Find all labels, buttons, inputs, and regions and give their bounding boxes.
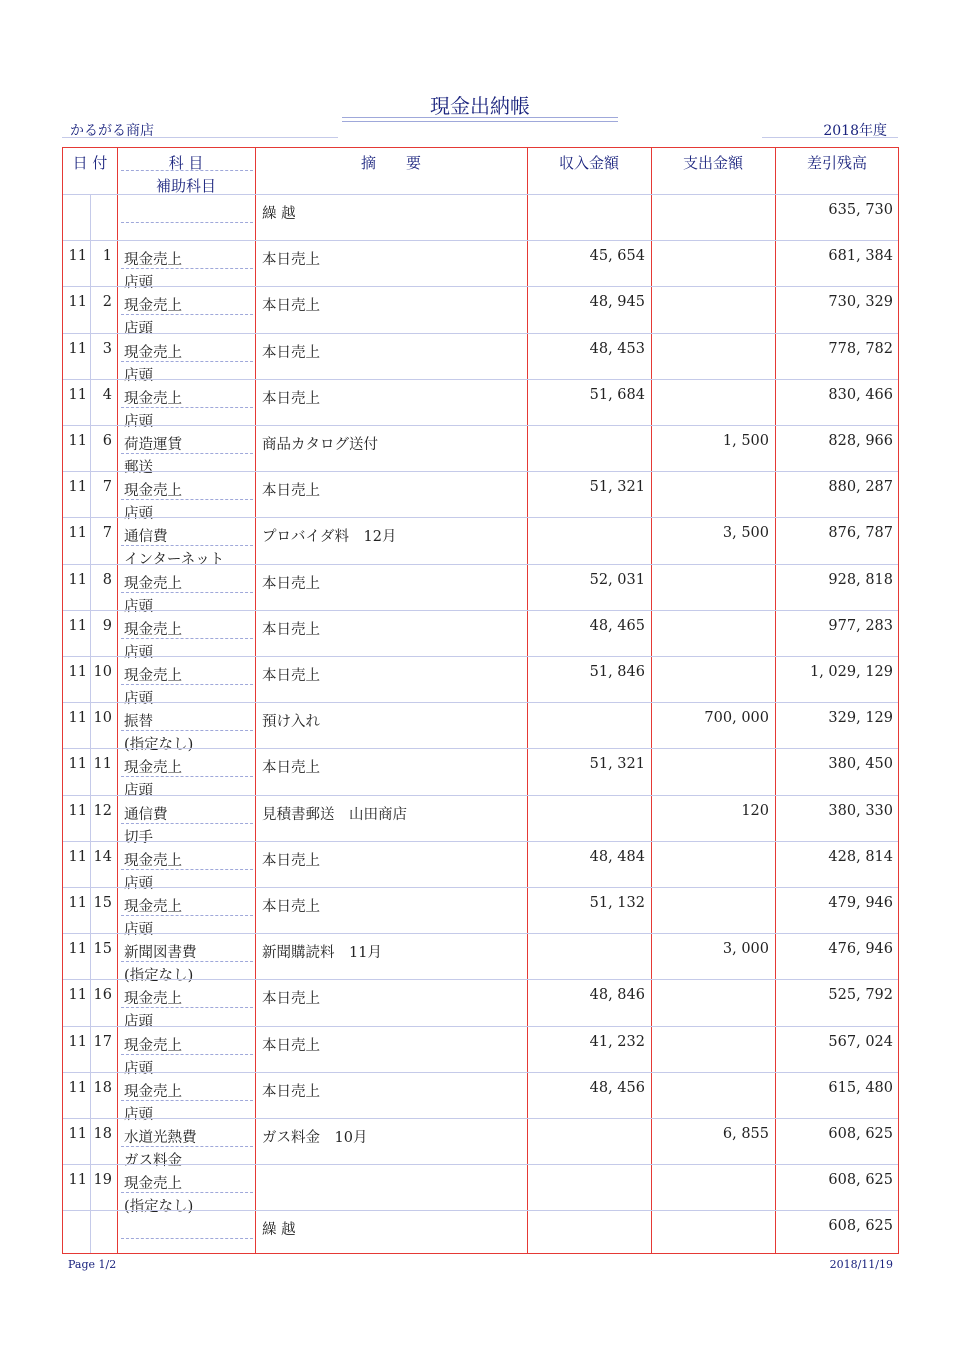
cell-balance: 525, 792 — [828, 987, 893, 1004]
cell-description: 本日売上 — [262, 852, 320, 869]
row-divider — [63, 517, 898, 518]
account-dash — [121, 869, 253, 870]
table-row — [63, 610, 898, 661]
cell-income: 48, 945 — [589, 294, 645, 311]
cell-sub-account: (指定なし) — [124, 968, 194, 985]
cell-month: 11 — [68, 848, 87, 865]
cell-month: 11 — [68, 756, 87, 773]
cell-balance: 608, 625 — [828, 1126, 893, 1142]
cell-account: 現金売上 — [124, 668, 182, 684]
cell-balance: 778, 782 — [828, 340, 893, 357]
cell-income: 51, 321 — [589, 479, 645, 496]
cell-account: 現金売上 — [124, 575, 182, 592]
cell-sub-account: 店頭 — [124, 691, 153, 707]
cell-sub-account: 店頭 — [124, 922, 153, 938]
header-balance: 差引残高 — [806, 154, 867, 172]
cell-day: 18 — [93, 1126, 112, 1142]
cell-description: 商品カタログ送付 — [262, 437, 378, 453]
cell-day: 3 — [102, 340, 112, 357]
table-row — [63, 333, 898, 384]
cell-balance: 380, 330 — [828, 802, 893, 819]
cell-balance: 476, 946 — [828, 941, 893, 958]
cell-month: 11 — [68, 1079, 87, 1096]
cell-sub-account: 店頭 — [124, 644, 153, 661]
cell-balance: 977, 283 — [828, 617, 893, 634]
cell-month: 11 — [68, 664, 87, 680]
account-dash — [121, 407, 253, 408]
account-dash — [121, 1238, 253, 1239]
cell-income: 48, 453 — [589, 340, 645, 357]
cell-account: 現金売上 — [124, 390, 182, 407]
account-dash — [121, 314, 253, 315]
row-divider — [63, 702, 898, 703]
cell-sub-account: 店頭 — [124, 598, 153, 615]
cell-income: 41, 232 — [589, 1033, 645, 1050]
cell-day: 7 — [102, 479, 112, 496]
cell-description: 本日売上 — [262, 621, 320, 638]
cell-description: 本日売上 — [262, 575, 320, 592]
cell-day: 15 — [93, 895, 112, 911]
cell-day: 9 — [102, 617, 112, 634]
cash-ledger-table — [62, 147, 899, 1254]
header-sub-account: 補助科目 — [155, 177, 216, 195]
cell-account: 現金売上 — [124, 852, 182, 869]
cell-account: 振替 — [124, 714, 153, 731]
cell-sub-account: 店頭 — [124, 1106, 153, 1123]
cell-account: 荷造運賃 — [124, 437, 182, 453]
shop-name: かるがる商店 — [70, 123, 154, 139]
cell-month: 11 — [68, 1033, 87, 1050]
account-dash — [121, 961, 253, 962]
cell-description: 本日売上 — [262, 252, 320, 269]
cell-month: 11 — [68, 433, 87, 449]
cell-expense: 3, 000 — [722, 941, 769, 958]
table-row — [63, 841, 898, 892]
cell-description: 本日売上 — [262, 1037, 320, 1054]
header-income: 収入金額 — [558, 154, 619, 172]
cell-account: 現金売上 — [124, 298, 182, 315]
table-row — [63, 1072, 898, 1123]
cell-expense: 120 — [741, 802, 769, 819]
row-divider — [63, 1118, 898, 1119]
row-divider — [63, 841, 898, 842]
table-row — [63, 1026, 898, 1077]
account-dash — [121, 592, 253, 593]
cell-expense: 1, 500 — [722, 433, 769, 449]
cell-description: 新聞購読料 11月 — [262, 945, 382, 962]
cell-balance: 730, 329 — [828, 294, 893, 311]
cell-sub-account: 店頭 — [124, 1060, 153, 1077]
cell-day: 11 — [93, 756, 112, 773]
table-row — [63, 887, 898, 938]
cell-day: 1 — [102, 248, 112, 265]
cell-sub-account: 店頭 — [124, 367, 153, 384]
table-row — [63, 286, 898, 338]
table-row — [63, 979, 898, 1031]
header-date: 日 付 — [72, 154, 108, 172]
table-row — [63, 702, 898, 754]
cell-month: 11 — [68, 1126, 87, 1142]
cell-balance: 830, 466 — [828, 386, 893, 403]
row-divider — [63, 240, 898, 241]
header-account: 科 目 — [168, 154, 204, 172]
account-dash — [121, 361, 253, 362]
cell-day: 10 — [93, 710, 112, 727]
cell-account: 通信費 — [124, 529, 168, 546]
cell-description: 本日売上 — [262, 1083, 320, 1100]
cell-sub-account: 店頭 — [124, 875, 153, 892]
account-dash — [121, 776, 253, 777]
row-divider — [63, 610, 898, 611]
cell-income: 48, 846 — [589, 987, 645, 1004]
cell-description: 本日売上 — [262, 760, 320, 777]
title-underline — [342, 121, 618, 122]
cell-month: 11 — [68, 987, 87, 1004]
table-row — [63, 1118, 898, 1169]
cell-balance: 928, 818 — [828, 571, 893, 588]
cell-sub-account: インターネット — [124, 552, 225, 569]
cell-day: 16 — [93, 987, 112, 1004]
table-row — [63, 240, 898, 292]
row-divider — [63, 471, 898, 472]
table-row — [63, 933, 898, 985]
row-divider — [63, 286, 898, 287]
row-divider — [63, 1164, 898, 1165]
title-underline — [342, 117, 618, 118]
row-divider — [63, 933, 898, 934]
cell-sub-account: 店頭 — [124, 1014, 153, 1031]
cell-description: 見積書郵送 山田商店 — [262, 806, 407, 823]
cell-description: 繰 越 — [262, 1222, 296, 1239]
cell-sub-account: ガス料金 — [124, 1153, 182, 1169]
fiscal-year: 2018年度 — [823, 123, 887, 139]
cell-day: 12 — [93, 802, 112, 819]
cell-account: 現金売上 — [124, 252, 182, 269]
cell-description: 本日売上 — [262, 344, 320, 361]
header-dash — [121, 170, 253, 171]
cell-balance: 479, 946 — [828, 895, 893, 911]
cell-day: 4 — [102, 386, 112, 403]
table-row — [63, 425, 898, 476]
cell-sub-account: (指定なし) — [124, 737, 194, 754]
cell-description: 本日売上 — [262, 991, 320, 1008]
cell-account: 現金売上 — [124, 344, 182, 361]
cell-day: 14 — [93, 848, 112, 865]
print-date: 2018/11/19 — [829, 1258, 893, 1271]
account-dash — [121, 1100, 253, 1101]
account-dash — [121, 638, 253, 639]
row-divider — [63, 748, 898, 749]
cell-day: 8 — [102, 571, 112, 588]
account-dash — [121, 453, 253, 454]
account-dash — [121, 730, 253, 731]
cell-account: 現金売上 — [124, 991, 182, 1008]
cell-day: 18 — [93, 1079, 112, 1096]
cell-sub-account: 店頭 — [124, 506, 153, 523]
cell-description: プロバイダ料 12月 — [262, 529, 397, 546]
cell-income: 45, 654 — [589, 248, 645, 265]
account-dash — [121, 1054, 253, 1055]
row-divider — [63, 1210, 898, 1211]
cell-sub-account: (指定なし) — [124, 1199, 194, 1216]
account-dash — [121, 222, 253, 223]
row-divider — [63, 1026, 898, 1027]
cell-description: 本日売上 — [262, 390, 320, 407]
page-number: Page 1/2 — [68, 1258, 117, 1271]
row-divider — [63, 333, 898, 334]
cell-account: 現金売上 — [124, 1176, 182, 1193]
cell-balance: 635, 730 — [828, 202, 893, 218]
cell-day: 17 — [93, 1033, 112, 1050]
cell-balance: 1, 029, 129 — [809, 664, 893, 680]
table-row — [63, 1210, 898, 1256]
account-dash — [121, 545, 253, 546]
header-expense: 支出金額 — [682, 154, 743, 172]
cell-balance: 880, 287 — [828, 479, 893, 496]
shop-underline — [62, 137, 338, 138]
cell-income: 51, 684 — [589, 386, 645, 403]
table-row — [63, 656, 898, 707]
cell-day: 2 — [102, 294, 112, 311]
row-divider — [63, 425, 898, 426]
account-dash — [121, 499, 253, 500]
cell-account: 新聞図書費 — [124, 945, 197, 962]
cell-balance: 428, 814 — [828, 848, 893, 865]
cell-account: 通信費 — [124, 806, 168, 823]
table-row — [63, 748, 898, 800]
cell-day: 6 — [102, 433, 112, 449]
row-divider — [63, 1072, 898, 1073]
row-divider — [63, 887, 898, 888]
cell-sub-account: 店頭 — [124, 413, 153, 430]
cell-expense: 700, 000 — [704, 710, 769, 727]
row-divider — [63, 564, 898, 565]
cell-balance: 329, 129 — [828, 710, 893, 727]
account-dash — [121, 1007, 253, 1008]
cell-account: 現金売上 — [124, 1083, 182, 1100]
cell-sub-account: 切手 — [124, 829, 153, 846]
cell-description: 繰 越 — [262, 206, 296, 222]
cell-balance: 608, 625 — [828, 1218, 893, 1235]
cell-description: 預け入れ — [262, 714, 320, 731]
cell-month: 11 — [68, 617, 87, 634]
table-row — [63, 1164, 898, 1216]
cell-sub-account: 店頭 — [124, 783, 153, 800]
cell-sub-account: 店頭 — [124, 275, 153, 292]
row-divider — [63, 379, 898, 380]
cell-day: 15 — [93, 941, 112, 958]
cell-balance: 567, 024 — [828, 1033, 893, 1050]
account-dash — [121, 1192, 253, 1193]
cell-balance: 876, 787 — [828, 525, 893, 542]
cell-day: 19 — [93, 1172, 112, 1189]
cell-month: 11 — [68, 294, 87, 311]
row-divider — [63, 979, 898, 980]
account-dash — [121, 1146, 253, 1147]
cell-income: 48, 484 — [589, 848, 645, 865]
cell-day: 7 — [102, 525, 112, 542]
cell-month: 11 — [68, 386, 87, 403]
cell-income: 48, 456 — [589, 1079, 645, 1096]
cell-income: 51, 321 — [589, 756, 645, 773]
cell-income: 51, 846 — [589, 664, 645, 680]
cell-expense: 6, 855 — [722, 1126, 769, 1142]
cell-sub-account: 郵送 — [124, 460, 153, 476]
header-description: 摘 要 — [360, 154, 421, 172]
cell-month: 11 — [68, 479, 87, 496]
year-underline — [762, 137, 898, 138]
cell-description: 本日売上 — [262, 668, 320, 684]
cell-expense: 3, 500 — [722, 525, 769, 542]
page-title: 現金出納帳 — [430, 94, 530, 118]
cell-month: 11 — [68, 525, 87, 542]
table-row — [63, 379, 898, 430]
cell-balance: 615, 480 — [828, 1079, 893, 1096]
table-row — [63, 194, 898, 240]
cell-month: 11 — [68, 895, 87, 911]
account-dash — [121, 823, 253, 824]
row-divider — [63, 656, 898, 657]
cell-description: ガス料金 10月 — [262, 1130, 368, 1146]
cell-month: 11 — [68, 802, 87, 819]
cell-month: 11 — [68, 340, 87, 357]
cell-month: 11 — [68, 941, 87, 958]
cell-description: 本日売上 — [262, 899, 320, 915]
cell-account: 現金売上 — [124, 1037, 182, 1054]
cell-balance: 380, 450 — [828, 756, 893, 773]
cell-account: 現金売上 — [124, 483, 182, 500]
cell-description: 本日売上 — [262, 483, 320, 500]
cell-account: 現金売上 — [124, 760, 182, 777]
account-dash — [121, 268, 253, 269]
cell-income: 52, 031 — [589, 571, 645, 588]
cell-account: 水道光熱費 — [124, 1130, 197, 1146]
cell-month: 11 — [68, 248, 87, 265]
cell-sub-account: 店頭 — [124, 321, 153, 338]
cell-month: 11 — [68, 1172, 87, 1189]
account-dash — [121, 684, 253, 685]
cell-description: 本日売上 — [262, 298, 320, 315]
row-divider — [63, 795, 898, 796]
cell-account: 現金売上 — [124, 621, 182, 638]
account-dash — [121, 915, 253, 916]
table-row — [63, 564, 898, 615]
cell-income: 51, 132 — [589, 895, 645, 911]
cell-day: 10 — [93, 664, 112, 680]
cell-account: 現金売上 — [124, 899, 182, 915]
cell-month: 11 — [68, 710, 87, 727]
cell-month: 11 — [68, 571, 87, 588]
table-row — [63, 795, 898, 846]
cell-balance: 681, 384 — [828, 248, 893, 265]
cell-income: 48, 465 — [589, 617, 645, 634]
cell-balance: 828, 966 — [828, 433, 893, 449]
cell-balance: 608, 625 — [828, 1172, 893, 1189]
table-row — [63, 471, 898, 523]
table-row — [63, 517, 898, 569]
